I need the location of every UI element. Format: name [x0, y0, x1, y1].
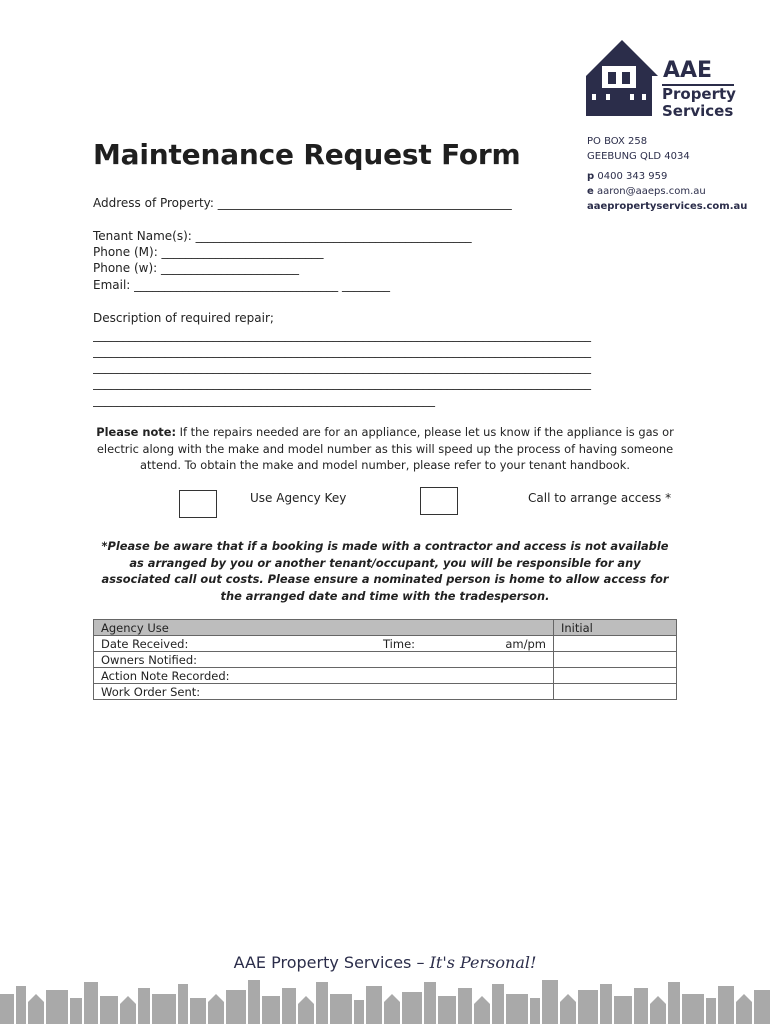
city-skyline-graphic [0, 972, 770, 1024]
description-line[interactable]: ___________________________________________________________________________________ [93, 376, 591, 390]
description-line[interactable]: ___________________________________________________________________________________ [93, 328, 591, 342]
footer-company: AAE Property Services – [233, 953, 425, 972]
po-box: PO BOX 258 [587, 136, 648, 147]
owners-notified-label: Owners Notified: [94, 652, 554, 668]
appliance-note [93, 424, 677, 474]
suburb: GEEBUNG QLD 4034 [587, 151, 690, 162]
description-line[interactable]: ___________________________________________________________________________________ [93, 344, 591, 358]
website-link[interactable]: aaepropertyservices.com.au [587, 201, 748, 212]
tenant-name-field[interactable]: Tenant Name(s): ______________________________________________ [93, 229, 472, 243]
table-row [94, 652, 677, 668]
table-header-row [94, 620, 677, 636]
initial-cell[interactable] [554, 668, 677, 684]
footer-slogan [0, 953, 770, 972]
brand-subtitle-line2: Services [662, 102, 734, 120]
brand-subtitle [662, 86, 736, 120]
footer-tagline: It's Personal! [429, 953, 537, 972]
brand-subtitle-line1: Property [662, 85, 736, 103]
work-order-label: Work Order Sent: [94, 684, 554, 700]
description-label: Description of required repair; [93, 311, 274, 325]
email-field[interactable]: Email: __________________________________ ________ [93, 278, 390, 292]
table-row [94, 636, 677, 652]
access-warning: *Please be aware that if a booking is made with a contractor and access is not available as arranged by you or another tenant/occupant, you will be responsible for any associated call out costs. Please ensure a nominated person is home to allow access for the arranged date and time with the tradesperson. [101, 539, 669, 603]
phone-work-field[interactable]: Phone (w): _______________________ [93, 261, 300, 275]
agency-use-table [93, 619, 677, 700]
email-address[interactable]: aaron@aaeps.com.au [596, 186, 706, 197]
table-row [94, 668, 677, 684]
time-label: Time: [376, 636, 457, 652]
email-contact [587, 186, 706, 197]
date-received-label: Date Received: [94, 636, 377, 652]
skyline-buildings [0, 980, 770, 1024]
agency-use-header: Agency Use [94, 620, 554, 636]
table-row [94, 684, 677, 700]
note-text: If the repairs needed are for an appliance, please let us know if the appliance is gas or electric along with the make and model number as this will speed up the process of having someone attend. To obtain the make and model number, please refer to your tenant handbook. [96, 425, 674, 472]
note-label: Please note: [96, 425, 177, 439]
address-field[interactable]: Address of Property: _________________________________________________ [93, 196, 512, 210]
description-line[interactable]: ___________________________________________________________________________________ [93, 360, 591, 374]
call-access-checkbox[interactable] [420, 487, 458, 515]
agency-key-label: Use Agency Key [250, 491, 347, 505]
phone-contact [587, 171, 667, 182]
action-note-label: Action Note Recorded: [94, 668, 554, 684]
phone-mobile-field[interactable]: Phone (M): ___________________________ [93, 245, 324, 259]
initial-cell[interactable] [554, 684, 677, 700]
phone-prefix: p [587, 171, 595, 182]
call-access-label: Call to arrange access * [528, 491, 672, 505]
page-title: Maintenance Request Form [93, 138, 521, 171]
brand-name: AAE [663, 58, 713, 83]
initial-header: Initial [554, 620, 677, 636]
initial-cell[interactable] [554, 636, 677, 652]
ampm-label: am/pm [457, 636, 554, 652]
email-prefix: e [587, 186, 594, 197]
phone-number: 0400 343 959 [597, 171, 668, 182]
initial-cell[interactable] [554, 652, 677, 668]
description-line[interactable]: _________________________________________________________ [93, 393, 435, 407]
agency-key-checkbox[interactable] [179, 490, 217, 518]
